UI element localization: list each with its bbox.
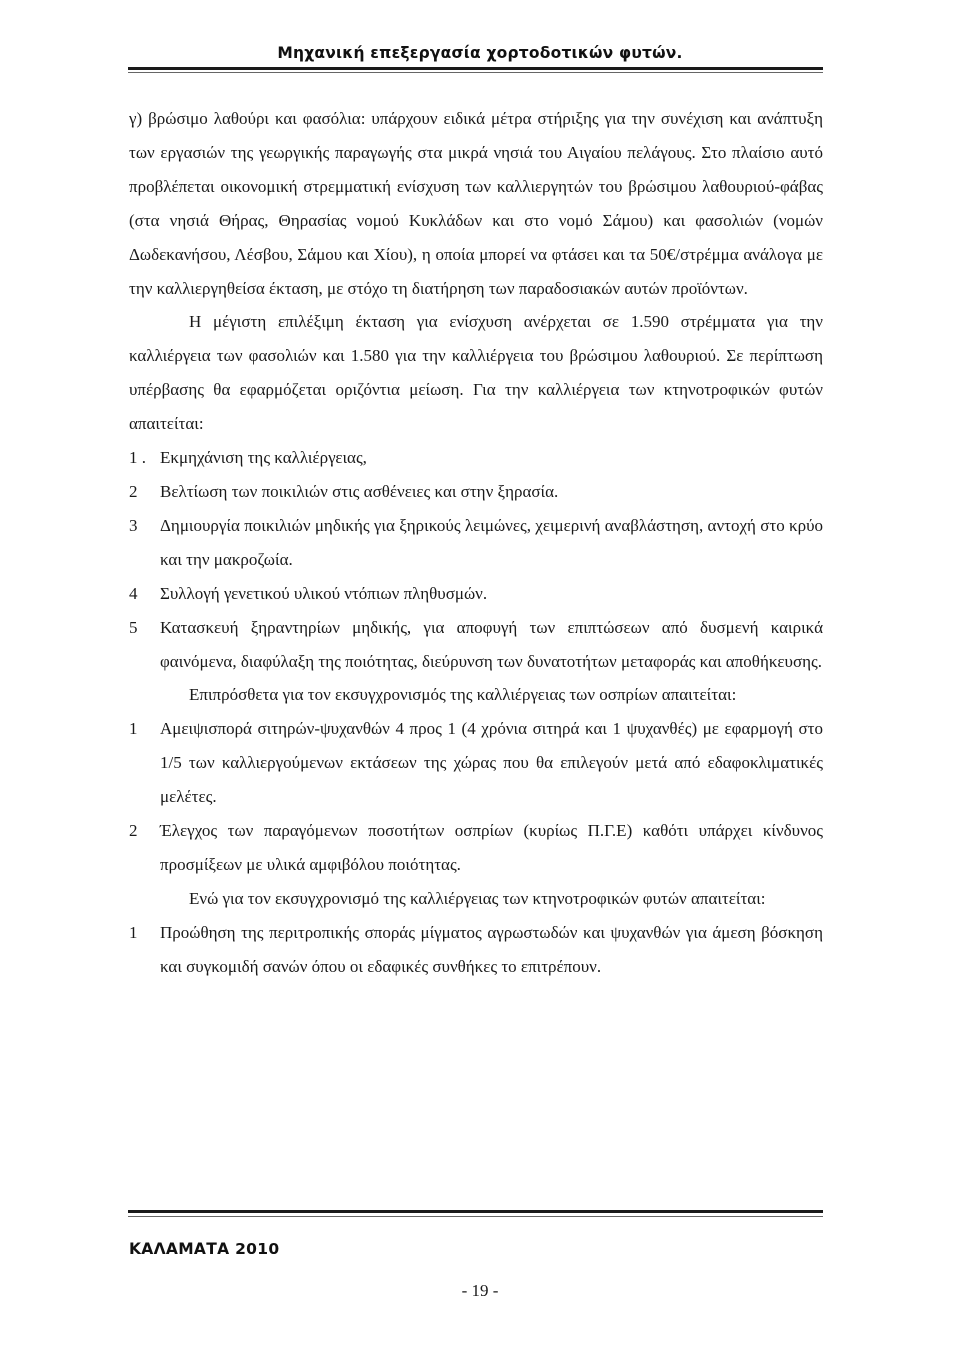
list-item — [129, 475, 823, 509]
list-item-text: Αμειψισπορά σιτηρών-ψυχανθών 4 προς 1 (4 χρόνια σιτηρά και 1 ψυχανθές) με εφαρμογή στο 1/5 των καλλιεργούμενων εκτάσεων της χώρας που θα επιλεγούν μετά από εδαφοκλιματικές μελέτες. — [160, 719, 823, 807]
paragraph-legumes-intro: Επιπρόσθετα για τον εκσυγχρονισμός της καλλιέργειας των οσπρίων απαιτείται: — [189, 685, 737, 705]
list-item — [129, 814, 823, 882]
list-item-number: 1 . — [129, 448, 146, 468]
list-item — [129, 509, 823, 577]
list-item-text: Συλλογή γενετικού υλικού ντόπιων πληθυσμών. — [160, 583, 488, 603]
list-item — [129, 916, 823, 984]
page-body — [129, 102, 823, 984]
list-item-number: 5 — [129, 617, 138, 637]
list-item-text: Εκμηχάνιση της καλλιέργειας, — [160, 448, 367, 468]
list-item-number: 3 — [129, 515, 138, 535]
paragraph-max-area: Η μέγιστη επιλέξιμη έκταση για ενίσχυση ανέρχεται σε 1.590 στρέμματα για την καλλιέργεια των φασολιών και 1.580 για την καλλιέργεια του βρώσιμου λαθουριού. Σε περίπτωση υπέρβασης θα εφαρμόζεται οριζόντια μείωση. Για την καλλιέργεια των κτηνοτροφικών φυτών απαιτείται: — [129, 312, 823, 434]
list-item-number: 4 — [129, 583, 138, 603]
list-item — [129, 611, 823, 679]
footer-city-year: ΚΑΛΑΜΑΤΑ 2010 — [129, 1240, 280, 1258]
header-rule — [128, 67, 823, 70]
forage-modernization-list — [129, 916, 823, 984]
list-item-number: 1 — [129, 719, 138, 739]
page-number: - 19 - — [461, 1281, 499, 1300]
forage-requirements-list — [129, 441, 823, 678]
list-item-text: Κατασκευή ξηραντηρίων μηδικής, για αποφυγή των επιπτώσεων από δυσμενή καιρικά φαινόμενα, διαφύλαξη της ποιότητας, διεύρυνση των δυνατοτήτων μεταφοράς και αποθήκευσης. — [160, 617, 823, 671]
list-item-text: Δημιουργία ποικιλιών μηδικής για ξηρικούς λειμώνες, χειμερινή αναβλάστηση, αντοχή στο κρύο και την μακροζωία. — [160, 515, 823, 569]
legumes-requirements-list — [129, 712, 823, 882]
list-item — [129, 712, 823, 814]
list-item-number: 2 — [129, 821, 138, 841]
header-rule-thin — [128, 72, 823, 73]
list-item — [129, 577, 823, 611]
list-item — [129, 441, 823, 475]
running-header-title: Μηχανική επεξεργασία χορτοδοτικών φυτών. — [277, 44, 683, 62]
list-item-text: Προώθηση της περιτροπικής σποράς μίγματος αγρωστωδών και ψυχανθών για άμεση βόσκηση και συγκομιδή σανών όπου οι εδαφικές συνθήκες το επιτρέπουν. — [160, 922, 823, 976]
list-item-text: Βελτίωση των ποικιλιών στις ασθένειες και στην ξηρασία. — [160, 481, 559, 501]
list-item-number: 1 — [129, 922, 138, 942]
paragraph-forage-modernization-intro: Ενώ για τον εκσυγχρονισμό της καλλιέργειας των κτηνοτροφικών φυτών απαιτείται: — [189, 888, 766, 908]
footer-rule — [128, 1210, 823, 1213]
list-item-number: 2 — [129, 481, 138, 501]
paragraph-beans-support: γ) βρώσιμο λαθούρι και φασόλια: υπάρχουν ειδικά μέτρα στήριξης για την συνέχιση και ανάπτυξη των εργασιών της γεωργικής παραγωγής στα μικρά νησιά του Αιγαίου πελάγους. Στο πλαίσιο αυτό προβλέπεται οικονομική στρεμματική ενίσχυση των καλλιεργητών του βρώσιμου λαθουριού-φάβας (στα νησιά Θήρας, Θηρασίας νομού Κυκλάδων και στο νομό Σάμου) και φασολιών (νομών Δωδεκανήσου, Λέσβου, Σάμου και Χίου), η οποία μπορεί να φτάσει και τα 50€/στρέμμα ανάλογα με την καλλιεργηθείσα έκταση, με στόχο τη διατήρηση των παραδοσιακών αυτών προϊόντων. — [129, 109, 823, 298]
footer-rule-thin — [128, 1216, 823, 1217]
list-item-text: Έλεγχος των παραγόμενων ποσοτήτων οσπρίων (κυρίως Π.Γ.Ε) καθότι υπάρχει κίνδυνος προσμίξεων με υλικά αμφιβόλου ποιότητας. — [160, 821, 823, 874]
